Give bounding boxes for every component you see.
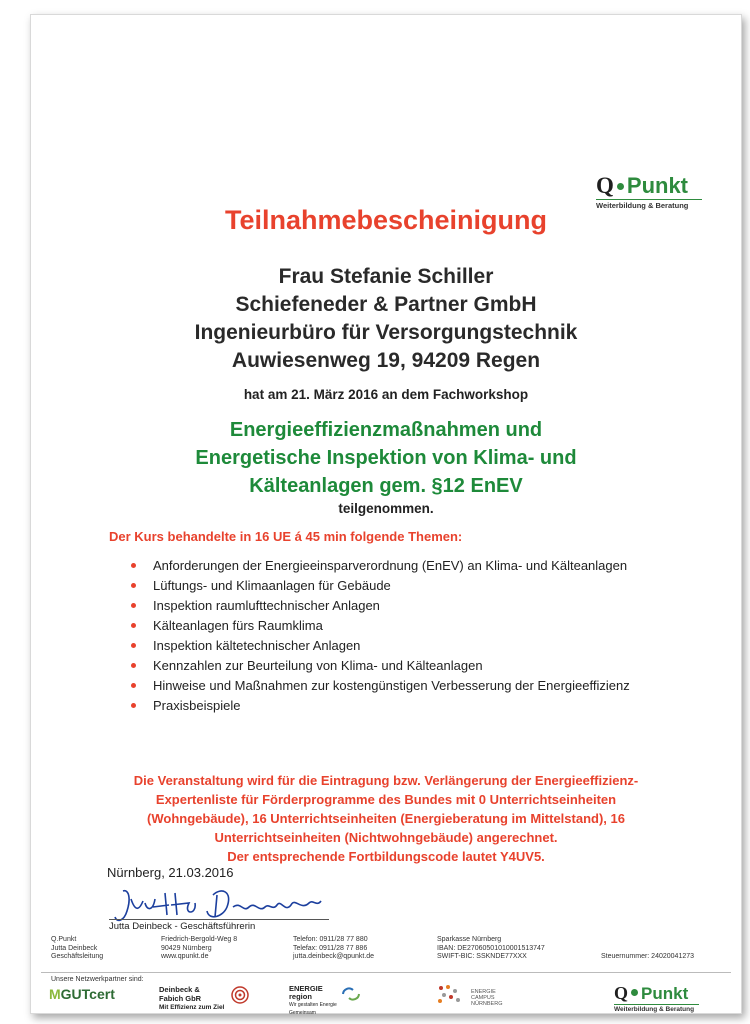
partners-label: Unsere Netzwerkpartner sind: (51, 976, 144, 983)
list-item: Inspektion kältetechnischer Anlagen (131, 636, 671, 656)
recipient-address: Auwiesenweg 19, 94209 Regen (231, 349, 541, 372)
footer-contact: Telefon: 0911/28 77 880 Telefax: 0911/28 77 886 jutta.deinbeck@qpunkt.de (293, 936, 375, 960)
arrows-icon (341, 987, 361, 1001)
workshop-line: Kälteanlagen gem. §12 EnEV (249, 475, 523, 497)
recipient-name: Frau Stefanie Schiller (278, 265, 494, 288)
energie-region-logo: ENERGIE region Wir gestalten Energie Gemeinsam (289, 985, 337, 1017)
footer-tax-number: Steuernummer: 24020041273 (601, 953, 695, 960)
logo-dot-icon (617, 183, 624, 190)
signer-title: Jutta Deinbeck - Geschäftsführerin (109, 921, 256, 932)
certificate-page (30, 14, 742, 1014)
bullet-icon (131, 583, 136, 588)
logo-tagline: Weiterbildung & Beratung (596, 199, 702, 210)
mgutcert-logo: MGUTcert (49, 986, 115, 1002)
logo-q: Q (596, 173, 614, 198)
bullet-icon (131, 683, 136, 688)
footer-company: Q.Punkt Jutta Deinbeck Geschäftsleitung (51, 936, 104, 960)
list-item: Hinweise und Maßnahmen zur kostengünstigen Verbesserung der Energieeffizienz (131, 676, 671, 696)
energie-campus-logo (436, 983, 466, 1010)
bullet-icon (131, 563, 136, 568)
workshop-line: Energetische Inspektion von Klima- und (195, 447, 577, 469)
bullet-icon (131, 623, 136, 628)
accreditation-notice: Die Veranstaltung wird für die Eintragung bzw. Verlängerung der Energieeffizienz- Expertenliste für Förderprogramme des Bundes mit 0 Unterrichtseinheiten (Wohngebäude), 16 Unterrichtseinheiten (Energieberatung im Mittelstand), 16 Unterrichtseinheiten (Nichtwohngebäude) angerechnet. Der entsprechende Fortbildungscode lautet Y4UV5. (133, 773, 639, 864)
footer-address: Friedrich-Bergold-Weg 8 90429 Nürnberg www.qpunkt.de (161, 936, 238, 960)
campus-text: ENERGIE CAMPUS NÜRNBERG (471, 989, 503, 1007)
bullet-icon (131, 703, 136, 708)
list-item: Anforderungen der Energieeinsparverordnung (EnEV) an Klima- und Kälteanlagen (131, 556, 671, 576)
list-item: Kälteanlagen fürs Raumklima (131, 616, 671, 636)
deinbeck-fabich-logo: Deinbeck & Fabich GbR Mit Effizienz zum Ziel (159, 985, 224, 1012)
bullet-icon (131, 663, 136, 668)
list-item: Praxisbeispiele (131, 696, 671, 716)
list-item: Kennzahlen zur Beurteilung von Klima- und Kälteanlagen (131, 656, 671, 676)
bullet-icon (131, 603, 136, 608)
logo-punkt: Punkt (626, 173, 689, 198)
logo-dot-icon (631, 989, 638, 996)
place-date: Nürnberg, 21.03.2016 (107, 865, 234, 880)
list-item: Inspektion raumlufttechnischer Anlagen (131, 596, 671, 616)
footer-bank: Sparkasse Nürnberg IBAN: DE27060501010001513747 SWIFT-BIC: SSKNDE77XXX (437, 936, 545, 960)
qpunkt-logo-bottom: Q Punkt Weiterbildung & Beratung (614, 983, 724, 1013)
intro-text: hat am 21. März 2016 an dem Fachworkshop (243, 387, 529, 402)
topics-list (131, 556, 671, 716)
themes-heading: Der Kurs behandelte in 16 UE á 45 min folgende Themen: (109, 529, 463, 544)
dots-icon (436, 983, 466, 1005)
recipient-block (31, 263, 741, 375)
recipient-company: Schiefeneder & Partner GmbH (235, 293, 537, 316)
divider (41, 972, 731, 973)
certificate-title: Teilnahmebescheinigung (224, 205, 548, 235)
participated-text: teilgenommen. (338, 501, 434, 516)
workshop-title (31, 416, 741, 500)
signature-line (109, 919, 329, 920)
workshop-line: Energieeffizienzmaßnahmen und (229, 419, 543, 441)
bullet-icon (131, 643, 136, 648)
list-item: Lüftungs- und Klimaanlagen für Gebäude (131, 576, 671, 596)
target-icon (231, 986, 249, 1004)
recipient-office: Ingenieurbüro für Versorgungstechnik (194, 321, 578, 344)
